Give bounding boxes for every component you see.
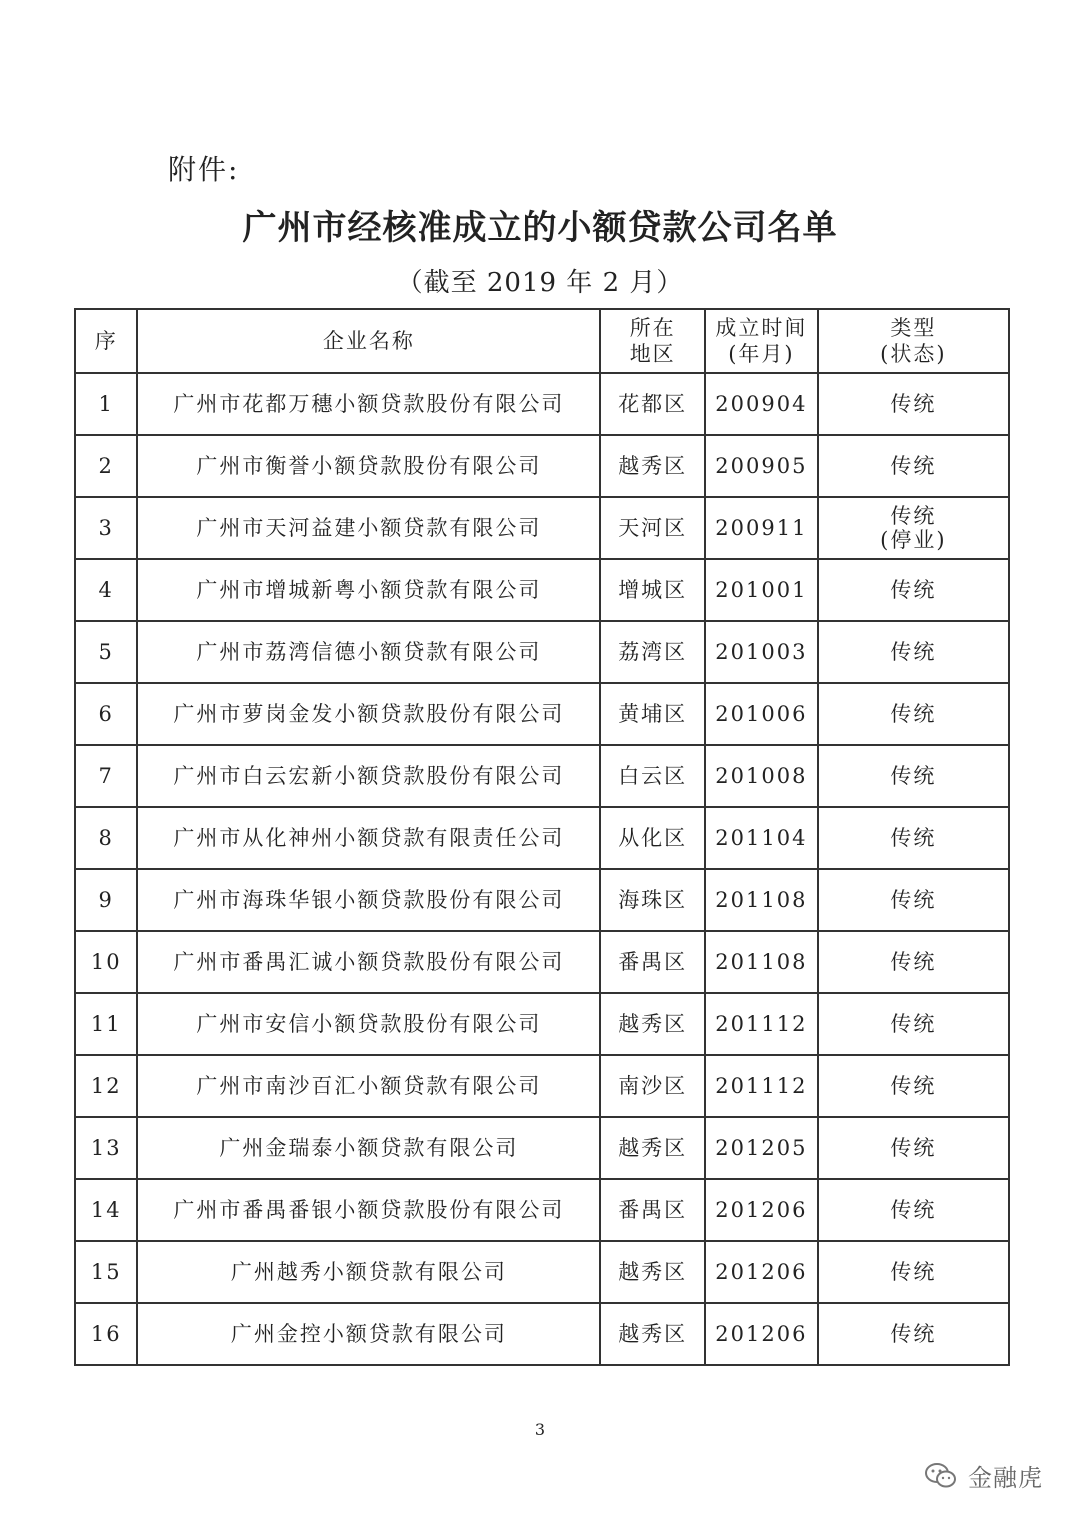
document-title: 广州市经核准成立的小额贷款公司名单 — [242, 208, 838, 248]
cell-company-name: 广州市海珠华银小额贷款股份有限公司 — [137, 869, 600, 931]
cell-type-label: 传统 — [890, 826, 937, 850]
cell-type — [818, 683, 1009, 745]
cell-type — [818, 373, 1009, 435]
header-time — [705, 309, 818, 373]
cell-founded: 201206 — [705, 1303, 818, 1365]
cell-type-label: 传统 — [890, 504, 937, 528]
cell-type — [818, 497, 1009, 559]
header-area — [600, 309, 705, 373]
cell-company-name: 广州市天河益建小额贷款有限公司 — [137, 497, 600, 559]
table-row — [75, 559, 1009, 621]
cell-founded: 201206 — [705, 1241, 818, 1303]
cell-area: 越秀区 — [600, 435, 705, 497]
header-time-line1: 成立时间 — [715, 316, 808, 340]
header-type-line2: (状态) — [880, 342, 947, 366]
cell-seq: 11 — [75, 993, 137, 1055]
cell-type-label: 传统 — [890, 1074, 937, 1098]
cell-founded: 201108 — [705, 869, 818, 931]
cell-type — [818, 1055, 1009, 1117]
cell-company-name: 广州金控小额贷款有限公司 — [137, 1303, 600, 1365]
cell-founded: 200904 — [705, 373, 818, 435]
cell-company-name: 广州市番禺番银小额贷款股份有限公司 — [137, 1179, 600, 1241]
cell-company-name: 广州越秀小额贷款有限公司 — [137, 1241, 600, 1303]
cell-seq: 15 — [75, 1241, 137, 1303]
cell-type-label: 传统 — [890, 764, 937, 788]
header-time-line2: (年月) — [728, 342, 795, 366]
cell-seq: 2 — [75, 435, 137, 497]
cell-company-name: 广州市番禺汇诚小额贷款股份有限公司 — [137, 931, 600, 993]
cell-company-name: 广州市白云宏新小额贷款股份有限公司 — [137, 745, 600, 807]
cell-type — [818, 621, 1009, 683]
cell-founded: 201006 — [705, 683, 818, 745]
cell-area: 荔湾区 — [600, 621, 705, 683]
cell-type — [818, 869, 1009, 931]
cell-area: 黄埔区 — [600, 683, 705, 745]
cell-company-name: 广州市花都万穗小额贷款股份有限公司 — [137, 373, 600, 435]
cell-area: 番禺区 — [600, 1179, 705, 1241]
cell-seq: 7 — [75, 745, 137, 807]
cell-seq: 13 — [75, 1117, 137, 1179]
cell-company-name: 广州市荔湾信德小额贷款有限公司 — [137, 621, 600, 683]
cell-type — [818, 1303, 1009, 1365]
cell-area: 南沙区 — [600, 1055, 705, 1117]
cell-type — [818, 807, 1009, 869]
watermark-text: 金融虎 — [968, 1464, 1043, 1492]
cell-type — [818, 1117, 1009, 1179]
cell-type — [818, 1179, 1009, 1241]
header-name: 企业名称 — [137, 309, 600, 373]
cell-seq: 16 — [75, 1303, 137, 1365]
table-row — [75, 931, 1009, 993]
cell-seq: 1 — [75, 373, 137, 435]
cell-type-label: 传统 — [890, 888, 937, 912]
cell-seq: 3 — [75, 497, 137, 559]
cell-founded: 201112 — [705, 1055, 818, 1117]
cell-seq: 5 — [75, 621, 137, 683]
cell-seq: 10 — [75, 931, 137, 993]
cell-founded: 200911 — [705, 497, 818, 559]
cell-company-name: 广州市萝岗金发小额贷款股份有限公司 — [137, 683, 600, 745]
cell-company-name: 广州市安信小额贷款股份有限公司 — [137, 993, 600, 1055]
page-number: 3 — [534, 1420, 546, 1439]
table-row — [75, 1303, 1009, 1365]
cell-area: 花都区 — [600, 373, 705, 435]
table-header-row — [75, 309, 1009, 373]
header-type — [818, 309, 1009, 373]
cell-area: 海珠区 — [600, 869, 705, 931]
header-area-line1: 所在 — [629, 316, 676, 340]
header-area-line2: 地区 — [629, 342, 676, 366]
header-seq: 序 — [75, 309, 137, 373]
cell-seq: 9 — [75, 869, 137, 931]
cell-type-label: 传统 — [890, 1012, 937, 1036]
cell-area: 番禺区 — [600, 931, 705, 993]
table-row — [75, 435, 1009, 497]
cell-seq: 4 — [75, 559, 137, 621]
cell-type-label: 传统 — [890, 1322, 937, 1346]
company-table — [74, 308, 1010, 1366]
cell-area: 天河区 — [600, 497, 705, 559]
cell-area: 越秀区 — [600, 1117, 705, 1179]
document-subtitle: （截至 2019 年 2 月） — [396, 268, 684, 298]
table-row — [75, 745, 1009, 807]
table-row — [75, 497, 1009, 559]
table-row — [75, 993, 1009, 1055]
table-row — [75, 807, 1009, 869]
cell-seq: 8 — [75, 807, 137, 869]
table-body — [75, 373, 1009, 1365]
cell-founded: 200905 — [705, 435, 818, 497]
cell-company-name: 广州市增城新粤小额贷款有限公司 — [137, 559, 600, 621]
table-row — [75, 1241, 1009, 1303]
table-row — [75, 1055, 1009, 1117]
attachment-label: 附件: — [168, 153, 240, 186]
cell-type — [818, 559, 1009, 621]
table-row — [75, 621, 1009, 683]
cell-seq: 12 — [75, 1055, 137, 1117]
watermark — [924, 1458, 1043, 1493]
table-row — [75, 373, 1009, 435]
cell-company-name: 广州金瑞泰小额贷款有限公司 — [137, 1117, 600, 1179]
cell-company-name: 广州市南沙百汇小额贷款有限公司 — [137, 1055, 600, 1117]
cell-founded: 201008 — [705, 745, 818, 807]
cell-type-label: 传统 — [890, 454, 937, 478]
cell-founded: 201003 — [705, 621, 818, 683]
cell-area: 越秀区 — [600, 1241, 705, 1303]
cell-founded: 201206 — [705, 1179, 818, 1241]
cell-area: 增城区 — [600, 559, 705, 621]
cell-type — [818, 745, 1009, 807]
cell-area: 越秀区 — [600, 1303, 705, 1365]
cell-type-label: 传统 — [890, 1198, 937, 1222]
cell-area: 越秀区 — [600, 993, 705, 1055]
cell-founded: 201108 — [705, 931, 818, 993]
cell-founded: 201112 — [705, 993, 818, 1055]
cell-founded: 201104 — [705, 807, 818, 869]
cell-type — [818, 931, 1009, 993]
cell-type-label: 传统 — [890, 1260, 937, 1284]
cell-type — [818, 435, 1009, 497]
cell-type — [818, 1241, 1009, 1303]
table-row — [75, 1117, 1009, 1179]
cell-company-name: 广州市衡誉小额贷款股份有限公司 — [137, 435, 600, 497]
cell-type-label: 传统 — [890, 640, 937, 664]
cell-founded: 201205 — [705, 1117, 818, 1179]
cell-founded: 201001 — [705, 559, 818, 621]
cell-type-label: 传统 — [890, 392, 937, 416]
cell-company-name: 广州市从化神州小额贷款有限责任公司 — [137, 807, 600, 869]
cell-area: 白云区 — [600, 745, 705, 807]
cell-area: 从化区 — [600, 807, 705, 869]
cell-type-label: 传统 — [890, 578, 937, 602]
cell-type-label: 传统 — [890, 1136, 937, 1160]
cell-type — [818, 993, 1009, 1055]
cell-seq: 6 — [75, 683, 137, 745]
cell-type-label: 传统 — [890, 702, 937, 726]
header-type-line1: 类型 — [890, 316, 937, 340]
table-row — [75, 683, 1009, 745]
table-row — [75, 869, 1009, 931]
wechat-icon — [924, 1461, 958, 1491]
table-row — [75, 1179, 1009, 1241]
cell-type-label: 传统 — [890, 950, 937, 974]
cell-status-label: (停业) — [880, 528, 947, 552]
cell-seq: 14 — [75, 1179, 137, 1241]
